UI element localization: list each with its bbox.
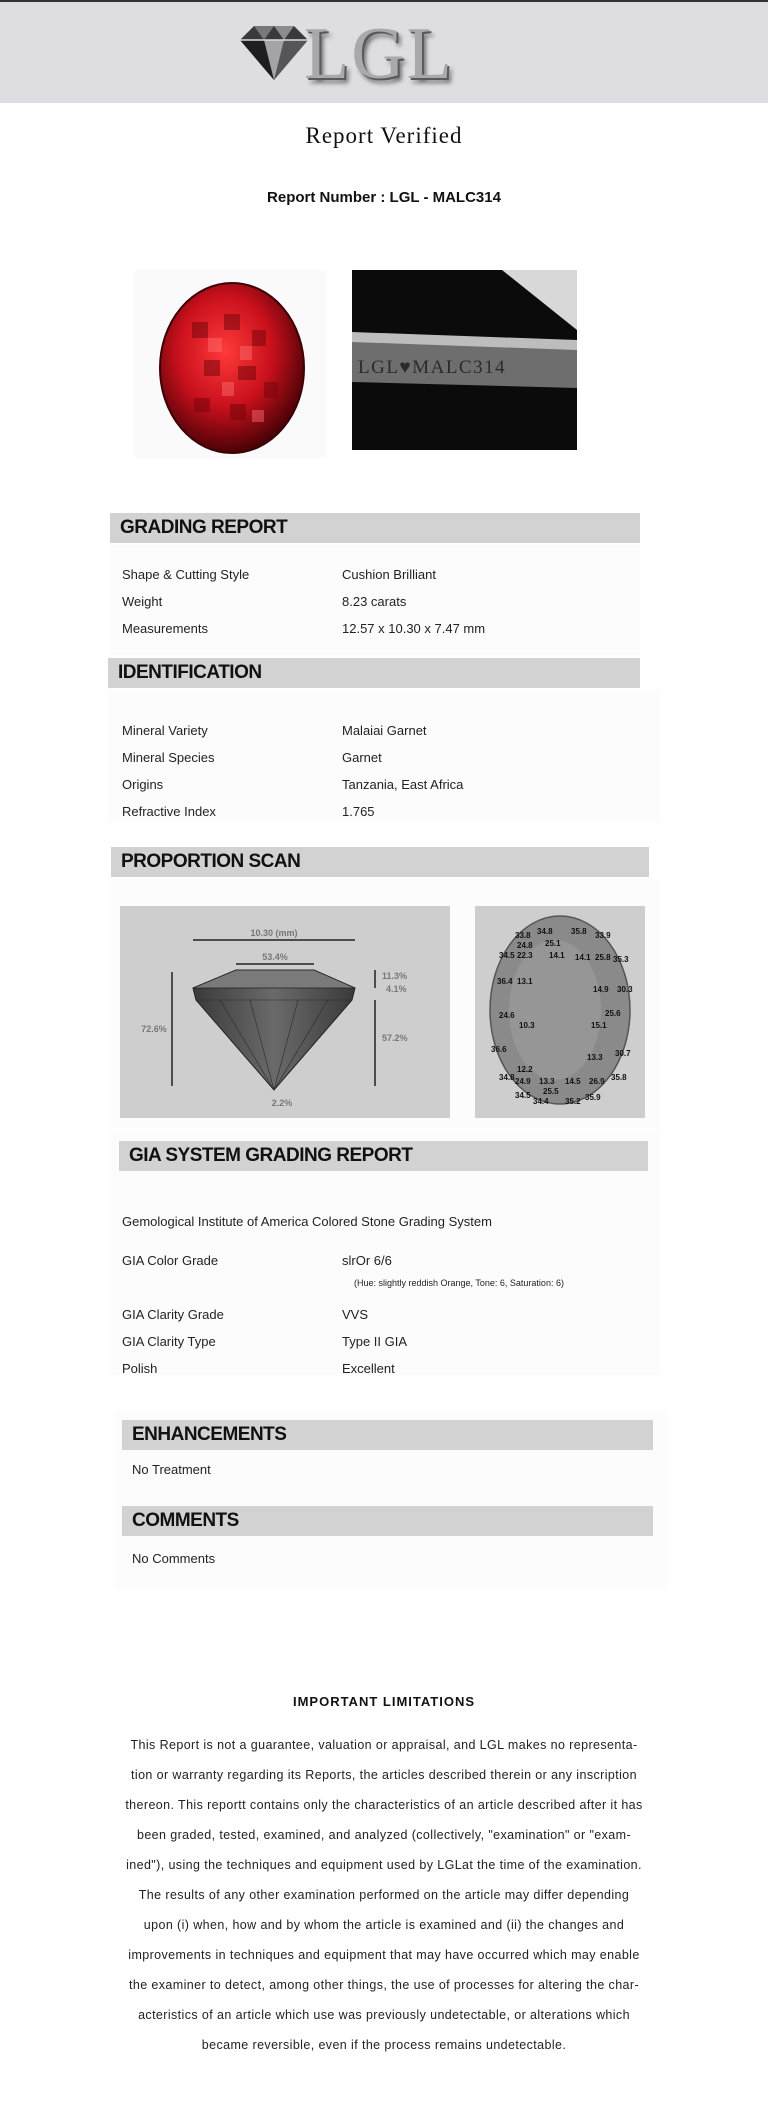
comments-value: No Comments [132, 1551, 216, 1566]
page-title: Report Verified [305, 123, 463, 148]
limitations-line: The results of any other examination performed on the article may differ depending [138, 1888, 630, 1902]
identification-value: 1.765 [342, 804, 375, 819]
identification-label: Mineral Variety [122, 723, 208, 738]
facet-value-label: 34.8 [537, 927, 553, 936]
limitations-line: been graded, tested, examined, and analyzed (collectively, "examination" or "exam- [136, 1828, 632, 1842]
limitations-line: This Report is not a guarantee, valuation or appraisal, and LGL makes no representa- [130, 1738, 638, 1752]
facet-value-label: 14.9 [593, 985, 609, 994]
identification-label: Mineral Species [122, 750, 215, 765]
grading-label: Measurements [122, 621, 208, 636]
grading-value: 8.23 carats [342, 594, 407, 609]
label-girdle: 4.1% [386, 984, 407, 994]
label-crown: 11.3% [382, 971, 408, 981]
limitations-line: upon (i) when, how and by whom the article is examined and (ii) the changes and [143, 1918, 625, 1932]
inscription-text: LGL♥MALC314 [358, 357, 507, 378]
limitations-heading: IMPORTANT LIMITATIONS [292, 1694, 476, 1709]
facet-value-label: 25.8 [595, 953, 611, 962]
gia-label: GIA Clarity Type [122, 1334, 216, 1349]
profile-diagram [120, 906, 450, 1118]
facet-value-label: 30.3 [617, 985, 633, 994]
facet-value-label: 35.9 [585, 1093, 601, 1102]
enhancements-heading-bar [122, 1420, 653, 1450]
grading-label: Shape & Cutting Style [122, 567, 250, 582]
gem-photo [134, 270, 326, 458]
facet-value-label: 33.8 [515, 931, 531, 940]
facet-value-label: 14.5 [565, 1077, 581, 1086]
facet-value-label: 36.6 [491, 1045, 507, 1054]
comments-heading-bar [122, 1506, 653, 1536]
facet-value-label: 24.6 [499, 1011, 515, 1020]
facet-value-label: 10.3 [519, 1021, 535, 1030]
identification-value: Tanzania, East Africa [342, 777, 464, 792]
facet-value-label: 33.9 [595, 931, 611, 940]
comments-heading: COMMENTS [132, 1510, 239, 1531]
facet-value-label: 34.4 [533, 1097, 549, 1106]
grading-value: 12.57 x 10.30 x 7.47 mm [342, 621, 486, 636]
identification-value: Garnet [342, 750, 382, 765]
diamond-logo-icon [234, 18, 314, 84]
grading-report-panel [110, 545, 640, 655]
gia-system-name: Gemological Institute of America Colored Stone Grading System [122, 1214, 492, 1229]
gia-heading: GIA SYSTEM GRADING REPORT [129, 1145, 413, 1166]
proportion-scan-heading-bar [111, 847, 649, 877]
facet-value-label: 26.9 [589, 1077, 605, 1086]
facet-value-label: 13.3 [587, 1053, 603, 1062]
limitations-line: became reversible, even if the process remains undetectable. [201, 2038, 567, 2052]
grading-label: Weight [122, 594, 163, 609]
limitations-line: acteristics of an article which use was previously undetectable, or alterations which [138, 2008, 630, 2022]
identification-heading-bar [108, 658, 640, 688]
limitations-line: tion or warranty regarding its Reports, the articles described therein or any inscription [131, 1768, 637, 1782]
lgl-logo [234, 13, 494, 95]
label-width: 10.30 (mm) [250, 928, 298, 938]
facet-value-label: 13.3 [539, 1077, 555, 1086]
facet-value-label: 14.1 [575, 953, 591, 962]
facet-value-label: 36.4 [497, 977, 513, 986]
identification-label: Origins [122, 777, 164, 792]
gia-label: GIA Clarity Grade [122, 1307, 224, 1322]
grading-value: Cushion Brilliant [342, 567, 436, 582]
facet-value-label: 13.1 [517, 977, 533, 986]
gia-value: Type II GIA [342, 1334, 408, 1349]
facet-value-label: 34.5 [515, 1091, 531, 1100]
proportion-scan-heading: PROPORTION SCAN [121, 851, 301, 872]
grading-report-heading-bar [110, 513, 640, 543]
label-table: 53.4% [262, 952, 288, 962]
gia-color-note: (Hue: slightly reddish Orange, Tone: 6, Saturation: 6) [354, 1278, 564, 1288]
gia-value: Excellent [342, 1361, 395, 1376]
gia-color-value: slrOr 6/6 [342, 1253, 392, 1268]
facet-value-label: 35.8 [611, 1073, 627, 1082]
site-header [0, 2, 768, 103]
grading-report-heading: GRADING REPORT [120, 517, 288, 538]
identification-value: Malaiai Garnet [342, 723, 427, 738]
limitations-line: ined"), using the techniques and equipment used by LGLat the time of the examination. [126, 1858, 642, 1872]
facet-value-label: 35.8 [571, 927, 587, 936]
gia-value: VVS [342, 1307, 369, 1322]
limitations-line: the examiner to detect, among other things, the use of processes for altering the char- [128, 1978, 640, 1992]
facet-value-label: 34.8 [499, 1073, 515, 1082]
facet-scan-diagram [475, 906, 645, 1118]
gia-color-label: GIA Color Grade [122, 1253, 219, 1268]
facet-value-label: 22.3 [517, 951, 533, 960]
facet-value-label: 12.2 [517, 1065, 533, 1074]
facet-value-label: 15.1 [591, 1021, 607, 1030]
limitations-line: thereon. This reportt contains only the characteristics of an article described after it has [125, 1798, 643, 1812]
identification-heading: IDENTIFICATION [118, 662, 262, 683]
facet-value-label: 35.3 [613, 955, 629, 964]
inscription-photo [352, 270, 577, 450]
identification-label: Refractive Index [122, 804, 216, 819]
facet-value-label: 14.1 [549, 951, 565, 960]
label-depth: 72.6% [141, 1024, 167, 1034]
facet-value-label: 24.8 [517, 941, 533, 950]
facet-value-label: 25.5 [543, 1087, 559, 1096]
identification-panel [108, 690, 660, 822]
facet-value-label: 34.5 [499, 951, 515, 960]
enhancements-value: No Treatment [132, 1462, 211, 1477]
logo-text: LGL [304, 13, 454, 95]
enhancements-heading: ENHANCEMENTS [132, 1424, 287, 1445]
facet-value-label: 24.9 [515, 1077, 531, 1086]
label-culet: 2.2% [271, 1098, 293, 1108]
facet-value-label: 30.7 [615, 1049, 631, 1058]
facet-value-label: 35.2 [565, 1097, 581, 1106]
facet-value-label: 25.1 [545, 939, 561, 948]
facet-value-label: 25.6 [605, 1009, 621, 1018]
limitations-line: improvements in techniques and equipment that may have occurred which may enable [128, 1948, 640, 1962]
label-pavilion: 57.2% [382, 1033, 408, 1043]
report-number: Report Number : LGL - MALC314 [267, 189, 501, 206]
gia-label: Polish [122, 1361, 158, 1376]
gia-heading-bar [119, 1141, 648, 1171]
